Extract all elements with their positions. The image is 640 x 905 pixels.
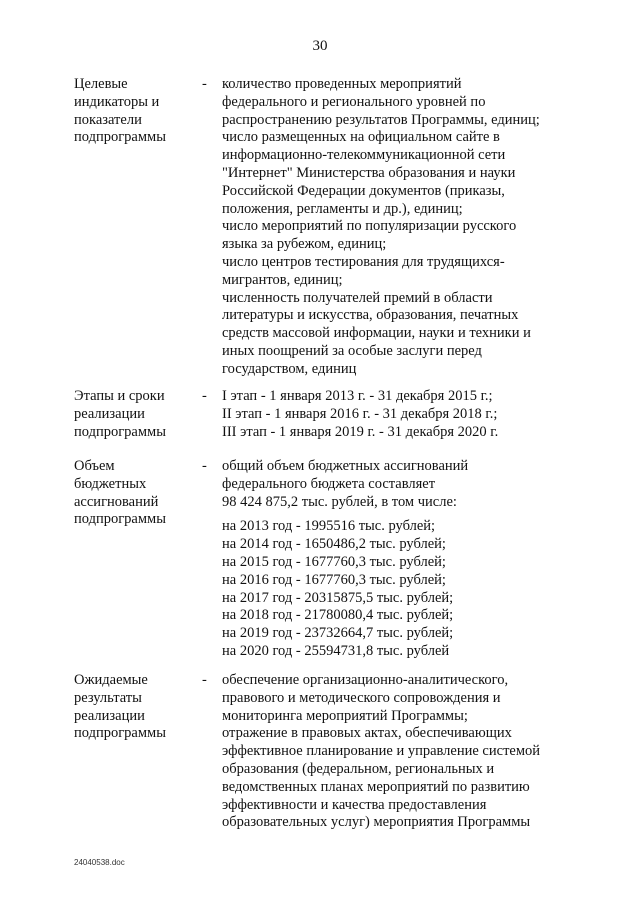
content-line: число центров тестирования для трудящихся- <box>222 253 505 270</box>
content-line: правового и методического сопровождения и <box>222 689 501 706</box>
content-line: информационно-телекоммуникационной сети <box>222 147 506 164</box>
label-line: индикаторы и <box>74 93 160 110</box>
label-line: показатели <box>74 111 142 128</box>
section-label <box>74 458 194 529</box>
content-line: общий объем бюджетных ассигнований <box>222 458 469 474</box>
content-line: II этап - 1 января 2016 г. - 31 декабря 2018 г.; <box>222 405 498 422</box>
label-line: результаты <box>74 689 142 706</box>
year-funding-line: на 2016 год - 1677760,3 тыс. рублей; <box>222 571 446 588</box>
section-content <box>222 458 562 661</box>
label-line: реализации <box>74 405 145 422</box>
content-line: Российской Федерации документов (приказы, <box>222 182 505 199</box>
section-content <box>222 672 562 832</box>
content-line: III этап - 1 января 2019 г. - 31 декабря 2020 г. <box>222 423 499 440</box>
content-line: 98 424 875,2 тыс. рублей, в том числе: <box>222 493 457 510</box>
content-line: положения, регламенты и др.), единиц; <box>222 200 463 217</box>
dash: - <box>202 672 207 688</box>
section-content <box>222 76 562 379</box>
label-line: ассигнований <box>74 493 159 510</box>
content-line: количество проведенных мероприятий <box>222 76 462 92</box>
content-line: ведомственных планах мероприятий по развитию <box>222 778 530 795</box>
section-content <box>222 388 562 441</box>
dash: - <box>202 76 207 92</box>
content-line: число мероприятий по популяризации русского <box>222 218 517 235</box>
section-label <box>74 76 194 147</box>
label-line: подпрограммы <box>74 725 166 742</box>
content-line: мониторинга мероприятий Программы; <box>222 707 468 724</box>
label-line: Целевые <box>74 76 128 92</box>
section-label <box>74 672 194 743</box>
file-name-footer: 24040538.doc <box>74 858 125 867</box>
year-funding-line: на 2020 год - 25594731,8 тыс. рублей <box>222 642 450 659</box>
label-line: реализации <box>74 707 145 724</box>
content-line: государством, единиц <box>222 360 357 377</box>
dash: - <box>202 388 207 404</box>
year-funding-line: на 2019 год - 23732664,7 тыс. рублей; <box>222 625 454 642</box>
content-line: эффективности и качества предоставления <box>222 796 487 813</box>
content-line: федерального и регионального уровней по <box>222 93 486 110</box>
content-line: число размещенных на официальном сайте в <box>222 129 500 146</box>
content-line: численность получателей премий в области <box>222 289 493 306</box>
content-line: "Интернет" Министерства образования и науки <box>222 164 516 181</box>
label-line: подпрограммы <box>74 423 166 440</box>
year-funding-line: на 2015 год - 1677760,3 тыс. рублей; <box>222 553 446 570</box>
label-line: подпрограммы <box>74 129 166 146</box>
content-line: иных поощрений за особые заслуги перед <box>222 342 482 359</box>
content-line: отражение в правовых актах, обеспечивающих <box>222 725 512 742</box>
label-line: Объем <box>74 458 115 474</box>
year-funding-line: на 2018 год - 21780080,4 тыс. рублей; <box>222 607 454 624</box>
content-line: I этап - 1 января 2013 г. - 31 декабря 2015 г.; <box>222 388 493 404</box>
content-line: литературы и искусства, образования, печатных <box>222 307 519 324</box>
content-line: образования (федеральном, региональных и <box>222 760 495 777</box>
year-funding-line: на 2014 год - 1650486,2 тыс. рублей; <box>222 536 446 553</box>
section-label <box>74 388 194 441</box>
content-line: мигрантов, единиц; <box>222 271 343 288</box>
dash: - <box>202 458 207 474</box>
label-line: бюджетных <box>74 475 147 492</box>
year-funding-line: на 2013 год - 1995516 тыс. рублей; <box>222 518 436 535</box>
content-line: средств массовой информации, науки и техники и <box>222 325 531 342</box>
label-line: Этапы и сроки <box>74 388 165 404</box>
content-line: обеспечение организационно-аналитического, <box>222 672 509 688</box>
label-line: Ожидаемые <box>74 672 148 688</box>
content-line: распространению результатов Программы, единиц; <box>222 111 540 128</box>
content-line: языка за рубежом, единиц; <box>222 236 387 253</box>
page-number: 30 <box>312 38 328 54</box>
content-line: образовательных услуг) мероприятия Программы <box>222 814 531 831</box>
year-funding-line: на 2017 год - 20315875,5 тыс. рублей; <box>222 589 454 606</box>
spacer <box>222 511 562 518</box>
content-line: федерального бюджета составляет <box>222 475 436 492</box>
content-line: эффективное планирование и управление системой <box>222 743 541 760</box>
label-line: подпрограммы <box>74 511 166 528</box>
